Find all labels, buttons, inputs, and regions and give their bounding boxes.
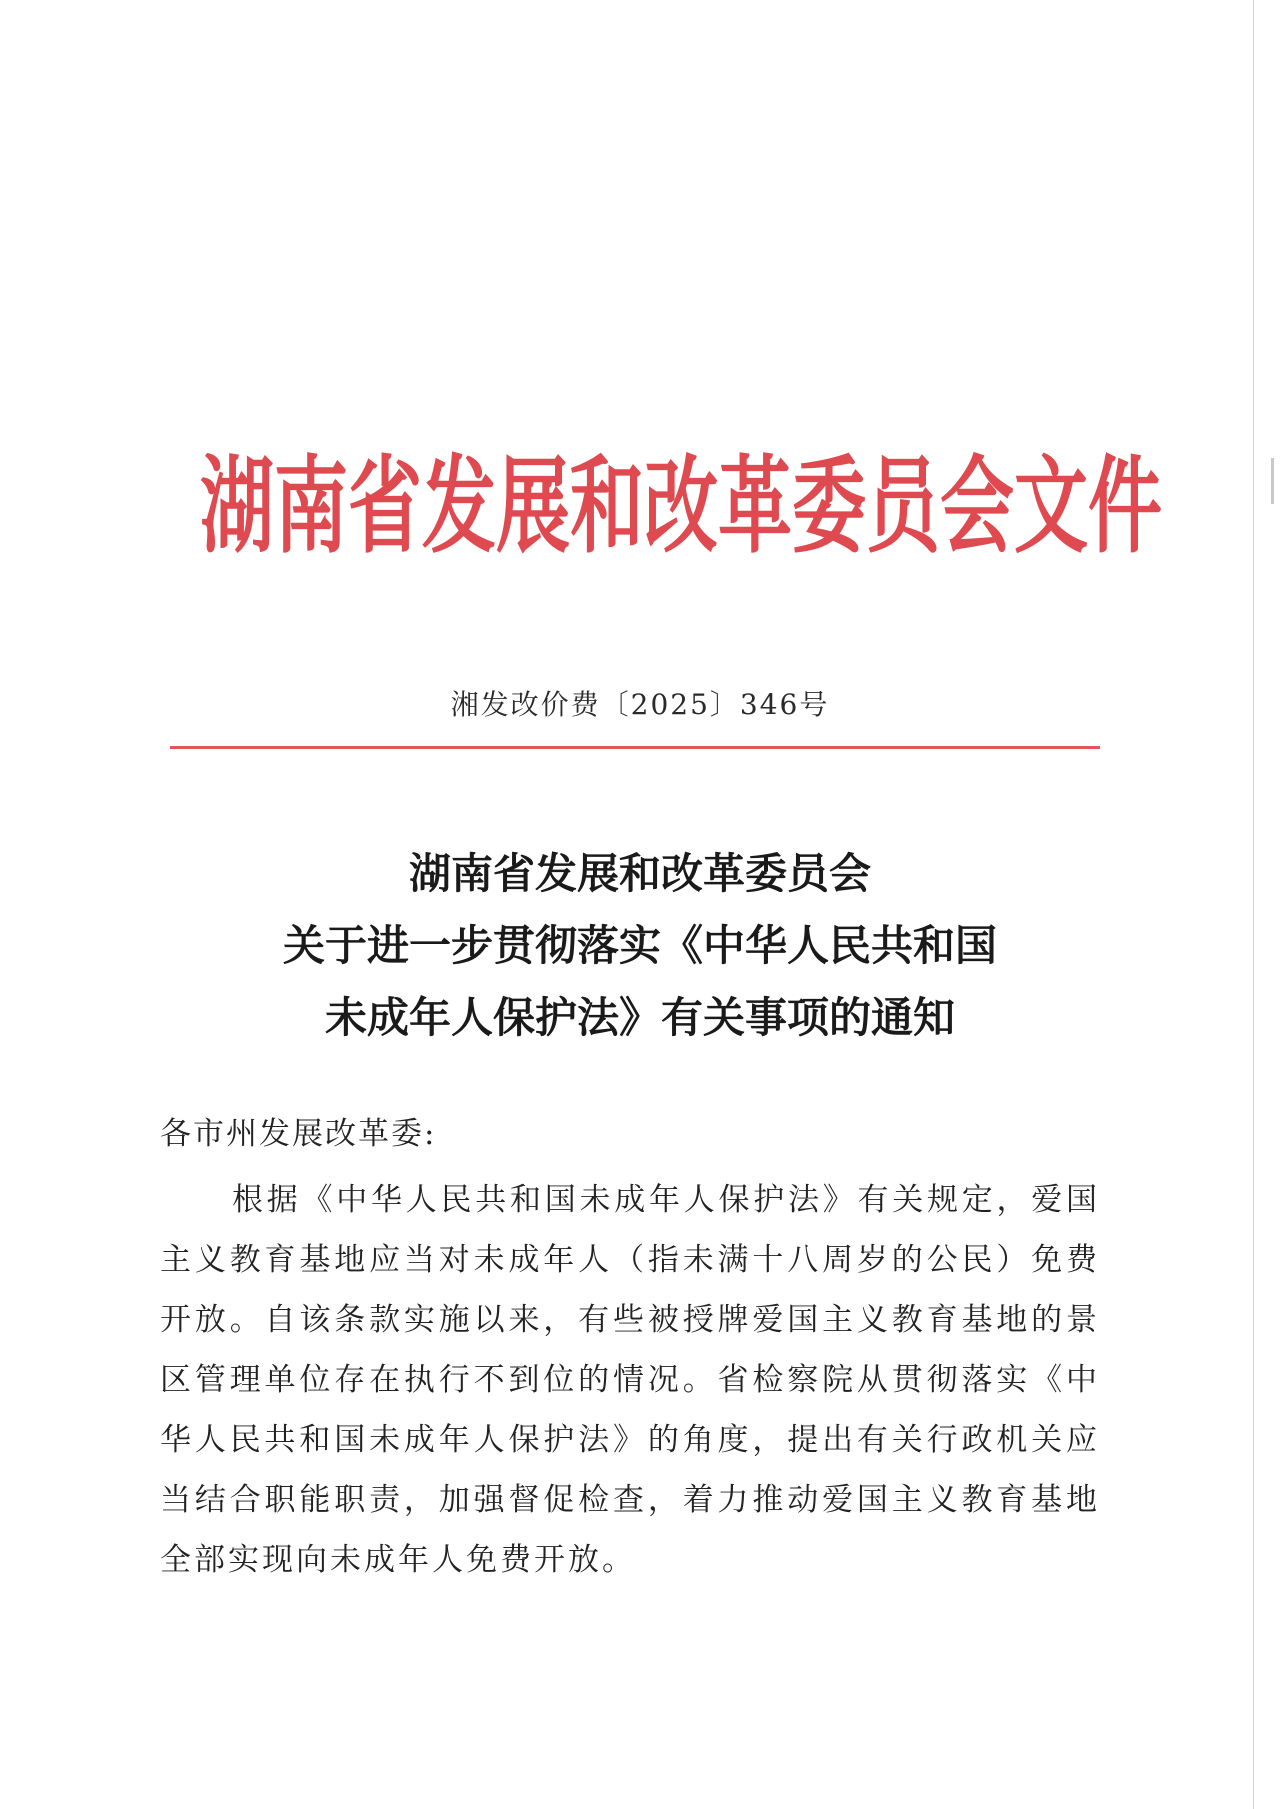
masthead-title: 湖南省发展和改革委员会文件 [200, 445, 1162, 569]
title-line: 关于进一步贯彻落实《中华人民共和国 [282, 921, 997, 970]
body-line: 华人民共和国未成年人保护法》的角度，提出有关行政机关应 [160, 1422, 1100, 1458]
body-line: 全部实现向未成年人免费开放。 [160, 1542, 636, 1578]
document-number: 湘发改价费〔2025〕346号 [450, 688, 830, 721]
body-line: 根据《中华人民共和国未成年人保护法》有关规定，爱国 [232, 1182, 1100, 1218]
body-paragraph [160, 1170, 1100, 1590]
title-line: 未成年人保护法》有关事项的通知 [324, 993, 955, 1042]
body-line: 开放。自该条款实施以来，有些被授牌爱国主义教育基地的景 [160, 1302, 1100, 1338]
page-edge-mark [1271, 458, 1274, 504]
title-line: 湖南省发展和改革委员会 [408, 849, 871, 898]
document-title [0, 838, 1280, 1054]
red-divider-rule [170, 746, 1100, 749]
body-line: 区管理单位存在执行不到位的情况。省检察院从贯彻落实《中 [160, 1362, 1100, 1398]
addressee: 各市州发展改革委: [160, 1116, 437, 1152]
body-line: 主义教育基地应当对未成年人（指未满十八周岁的公民）免费 [160, 1242, 1100, 1278]
body-line: 当结合职能职责，加强督促检查，着力推动爱国主义教育基地 [160, 1482, 1100, 1518]
